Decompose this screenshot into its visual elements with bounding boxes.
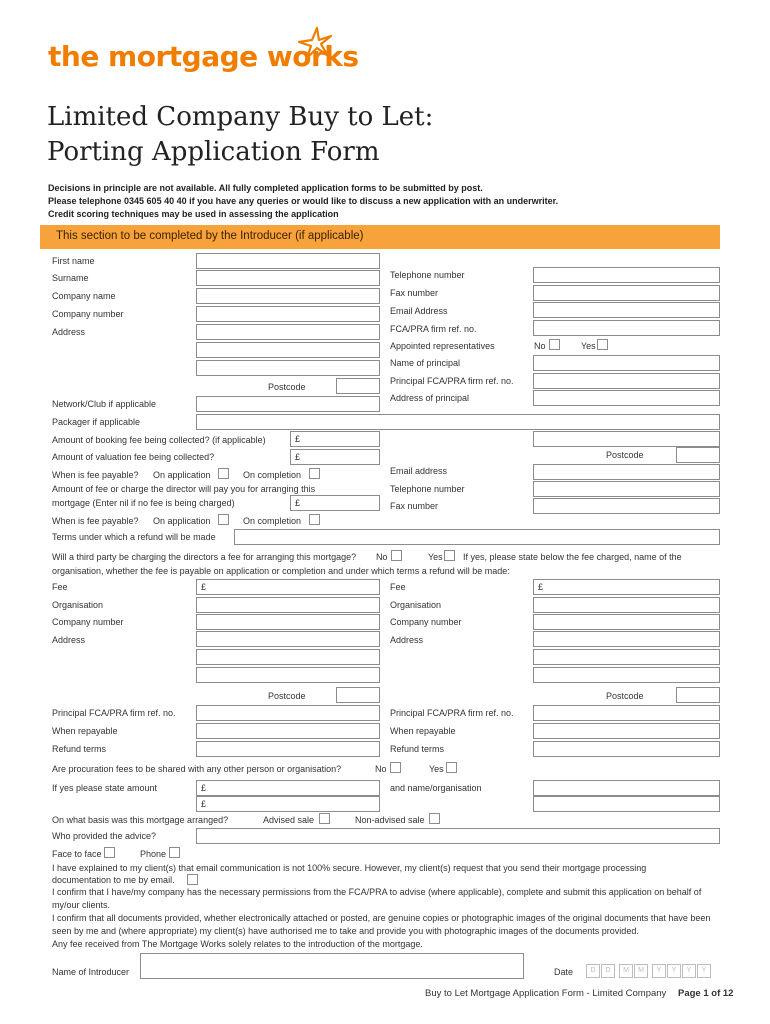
surname-label: Surname (52, 273, 89, 283)
pound-sign: £ (201, 799, 207, 809)
organisation-label-right: Organisation (390, 600, 442, 610)
page-title-line2: Porting Application Form (47, 137, 380, 167)
organisation-input-right[interactable] (533, 597, 720, 613)
documents-declaration: I confirm that all documents provided, whether electronically attached or posted, are genuine copies or photographic images of the original documents that have been seen by me and (where appropriate) my client(s) have authorised me to take and provide you with photographic images of the documents provided. (52, 913, 711, 936)
tp-company-number-label-right: Company number (390, 617, 462, 627)
address-label: Address (52, 327, 86, 337)
state-amount-label: If yes please state amount (52, 783, 158, 793)
brand-logo: the mortgage works (48, 40, 359, 73)
tp-address-right-line2[interactable] (533, 649, 720, 665)
principal-postcode-input[interactable] (676, 447, 720, 463)
postcode-input[interactable] (336, 378, 380, 394)
fee-input[interactable] (196, 579, 380, 595)
tp-principal-fca-input[interactable] (196, 705, 380, 721)
booking-fee-input[interactable] (290, 431, 380, 447)
when-repayable-label: When repayable (52, 726, 118, 736)
when-repayable-input-right[interactable] (533, 723, 720, 739)
third-party-instruction: If yes, please state below the fee charged, name of the (463, 552, 682, 562)
tp-company-number-input[interactable] (196, 614, 380, 630)
appointed-yes-checkbox[interactable] (597, 339, 608, 350)
date-year-1[interactable]: Y (652, 964, 666, 978)
phone-checkbox[interactable] (169, 847, 180, 858)
date-year-4[interactable]: Y (697, 964, 711, 978)
on-application-label-2: On application (153, 516, 211, 526)
name-organisation-input-1[interactable] (533, 780, 720, 796)
organisation-label: Organisation (52, 600, 104, 610)
appointed-yes-label: Yes (581, 341, 596, 351)
tp-principal-fca-label: Principal FCA/PRA firm ref. no. (52, 708, 176, 718)
appointed-representatives-label: Appointed representatives (390, 341, 495, 351)
telephone-input[interactable] (533, 267, 720, 283)
postcode-label: Postcode (268, 382, 306, 392)
non-advised-sale-label: Non-advised sale (355, 815, 425, 825)
telephone-label-2: Telephone number (390, 484, 465, 494)
date-month-2[interactable]: M (634, 964, 648, 978)
phone-label: Phone (140, 849, 167, 859)
who-advice-input[interactable] (196, 828, 720, 844)
date-year-2[interactable]: Y (667, 964, 681, 978)
email-declaration-line1: I have explained to my client(s) that email communication is not 100% secure. However, my client(s) request that you send their mortgage processing (52, 863, 647, 873)
tp-address-label: Address (52, 635, 86, 645)
on-application-checkbox-2[interactable] (218, 514, 229, 525)
on-completion-label-2: On completion (243, 516, 302, 526)
fee-charge-input[interactable] (290, 495, 380, 511)
tp-postcode-input-right[interactable] (676, 687, 720, 703)
terms-refund-input[interactable] (234, 529, 720, 545)
on-completion-checkbox-2[interactable] (309, 514, 320, 525)
name-organisation-label: and name/organisation (390, 783, 482, 793)
company-number-input[interactable] (196, 306, 380, 322)
company-name-label: Company name (52, 291, 116, 301)
advised-sale-label: Advised sale (263, 815, 315, 825)
organisation-input[interactable] (196, 597, 380, 613)
refund-terms-input[interactable] (196, 741, 380, 757)
when-repayable-label-right: When repayable (390, 726, 456, 736)
star-logo-icon (297, 26, 333, 62)
refund-terms-label: Refund terms (52, 744, 107, 754)
tp-address-label-right: Address (390, 635, 424, 645)
name-of-principal-label: Name of principal (390, 358, 461, 368)
fca-ref-input[interactable] (533, 320, 720, 336)
first-name-input[interactable] (196, 253, 380, 269)
permissions-declaration: I confirm that I have/my company has the necessary permissions from the FCA/PRA to advise (where applicable), complete and submit this application on behalf of my/our clients. (52, 887, 702, 910)
address-of-principal-label: Address of principal (390, 393, 470, 403)
page-title-line1: Limited Company Buy to Let: (47, 102, 434, 132)
tp-company-number-input-right[interactable] (533, 614, 720, 630)
third-party-yes-checkbox[interactable] (444, 550, 455, 561)
when-payable-label-2: When is fee payable? (52, 516, 139, 526)
fax-input-2[interactable] (533, 498, 720, 514)
tp-address-right-line1[interactable] (533, 631, 720, 647)
on-completion-checkbox[interactable] (309, 468, 320, 479)
refund-terms-input-right[interactable] (533, 741, 720, 757)
tp-address-line1[interactable] (196, 631, 380, 647)
basis-question: On what basis was this mortgage arranged? (52, 815, 229, 825)
who-advice-label: Who provided the advice? (52, 831, 157, 841)
third-party-instruction-line2: organisation, whether the fee is payable on application or completion and under which terms a refund will be made: (52, 566, 510, 576)
procuration-yes-label: Yes (429, 764, 444, 774)
tp-address-right-line3[interactable] (533, 667, 720, 683)
refund-terms-label-right: Refund terms (390, 744, 445, 754)
network-input[interactable] (196, 396, 380, 412)
when-repayable-input[interactable] (196, 723, 380, 739)
fee-input-right[interactable] (533, 579, 720, 595)
tp-postcode-input[interactable] (336, 687, 380, 703)
pound-sign: £ (201, 582, 207, 592)
on-completion-label: On completion (243, 470, 302, 480)
principal-fca-label: Principal FCA/PRA firm ref. no. (390, 376, 514, 386)
tp-address-line2[interactable] (196, 649, 380, 665)
appointed-no-checkbox[interactable] (549, 339, 560, 350)
section-banner (40, 225, 720, 249)
pound-sign: £ (295, 434, 301, 444)
fee-charge-label-line2: mortgage (Enter nil if no fee is being charged) (52, 498, 235, 508)
procuration-no-checkbox[interactable] (390, 762, 401, 773)
fax-label-2: Fax number (390, 501, 439, 511)
any-fee-declaration: Any fee received from The Mortgage Works solely relates to the introduction of the mortgage. (52, 939, 423, 949)
procuration-amount-input-1[interactable] (196, 780, 380, 796)
pound-sign: £ (295, 498, 301, 508)
footer-page-number: Page 1 of 12 (678, 988, 734, 999)
telephone-input-2[interactable] (533, 481, 720, 497)
pound-sign: £ (538, 582, 544, 592)
fax-label: Fax number (390, 288, 439, 298)
tp-postcode-label-right: Postcode (606, 691, 644, 701)
email-declaration-line2: documentation to me by email. (52, 875, 175, 885)
first-name-label: First name (52, 256, 95, 266)
principal-address-line1[interactable] (533, 390, 720, 406)
fee-label: Fee (52, 582, 68, 592)
appointed-no-label: No (534, 341, 546, 351)
network-label: Network/Club if applicable (52, 399, 157, 409)
email-label: Email address (390, 466, 448, 476)
advised-sale-checkbox[interactable] (319, 813, 330, 824)
tp-address-line3[interactable] (196, 667, 380, 683)
on-application-label: On application (153, 470, 211, 480)
email-consent-checkbox[interactable] (187, 874, 198, 885)
third-party-yes-label: Yes (428, 552, 443, 562)
date-month-1[interactable]: M (619, 964, 633, 978)
terms-refund-label: Terms under which a refund will be made (52, 532, 216, 542)
date-year-3[interactable]: Y (682, 964, 696, 978)
fee-charge-label-line1: Amount of fee or charge the director will pay you for arranging this (52, 484, 316, 494)
principal-fca-input[interactable] (533, 373, 720, 389)
procuration-no-label: No (375, 764, 387, 774)
principal-address-line2[interactable] (533, 431, 720, 447)
tp-principal-fca-input-right[interactable] (533, 705, 720, 721)
valuation-fee-input[interactable] (290, 449, 380, 465)
tp-company-number-label: Company number (52, 617, 124, 627)
on-application-checkbox[interactable] (218, 468, 229, 479)
tp-principal-fca-label-right: Principal FCA/PRA firm ref. no. (390, 708, 514, 718)
section-banner-text: This section to be completed by the Introducer (if applicable) (56, 230, 364, 242)
footer-form-name: Buy to Let Mortgage Application Form - Limited Company (425, 988, 667, 999)
principal-postcode-label: Postcode (606, 450, 644, 460)
third-party-no-checkbox[interactable] (391, 550, 402, 561)
telephone-label: Telephone number (390, 270, 465, 280)
intro-line: Decisions in principle are not available. All fully completed application forms to be submitted by post. (48, 183, 483, 193)
fca-ref-label: FCA/PRA firm ref. no. (390, 324, 477, 334)
address-input-line3[interactable] (196, 360, 380, 376)
email-address-input[interactable] (533, 302, 720, 318)
third-party-no-label: No (376, 552, 388, 562)
booking-fee-label: Amount of booking fee being collected? (if applicable) (52, 435, 266, 445)
non-advised-sale-checkbox[interactable] (429, 813, 440, 824)
packager-input[interactable] (196, 414, 720, 430)
intro-line: Credit scoring techniques may be used in assessing the application (48, 209, 339, 219)
pound-sign: £ (295, 452, 301, 462)
intro-line: Please telephone 0345 605 40 40 if you have any queries or would like to discuss a new application with an underwriter. (48, 196, 559, 206)
procuration-yes-checkbox[interactable] (446, 762, 457, 773)
date-day-2[interactable]: D (601, 964, 615, 978)
third-party-question: Will a third party be charging the directors a fee for arranging this mortgage? (52, 552, 357, 562)
fax-input[interactable] (533, 285, 720, 301)
when-payable-label: When is fee payable? (52, 470, 139, 480)
tp-postcode-label: Postcode (268, 691, 306, 701)
procuration-amount-input-2[interactable] (196, 796, 380, 812)
date-day-1[interactable]: D (586, 964, 600, 978)
face-to-face-checkbox[interactable] (104, 847, 115, 858)
packager-label: Packager if applicable (52, 417, 141, 427)
procuration-question: Are procuration fees to be shared with any other person or organisation? (52, 764, 342, 774)
email-address-label: Email Address (390, 306, 448, 316)
face-to-face-label: Face to face (52, 849, 102, 859)
surname-input[interactable] (196, 270, 380, 286)
email-input[interactable] (533, 464, 720, 480)
pound-sign: £ (201, 783, 207, 793)
name-introducer-label: Name of Introducer (52, 967, 130, 977)
address-input-line1[interactable] (196, 324, 380, 340)
name-introducer-input[interactable] (140, 953, 524, 979)
name-organisation-input-2[interactable] (533, 796, 720, 812)
address-input-line2[interactable] (196, 342, 380, 358)
fee-label-right: Fee (390, 582, 406, 592)
company-number-label: Company number (52, 309, 124, 319)
valuation-fee-label: Amount of valuation fee being collected? (52, 452, 215, 462)
company-name-input[interactable] (196, 288, 380, 304)
name-of-principal-input[interactable] (533, 355, 720, 371)
date-label: Date (554, 967, 574, 977)
